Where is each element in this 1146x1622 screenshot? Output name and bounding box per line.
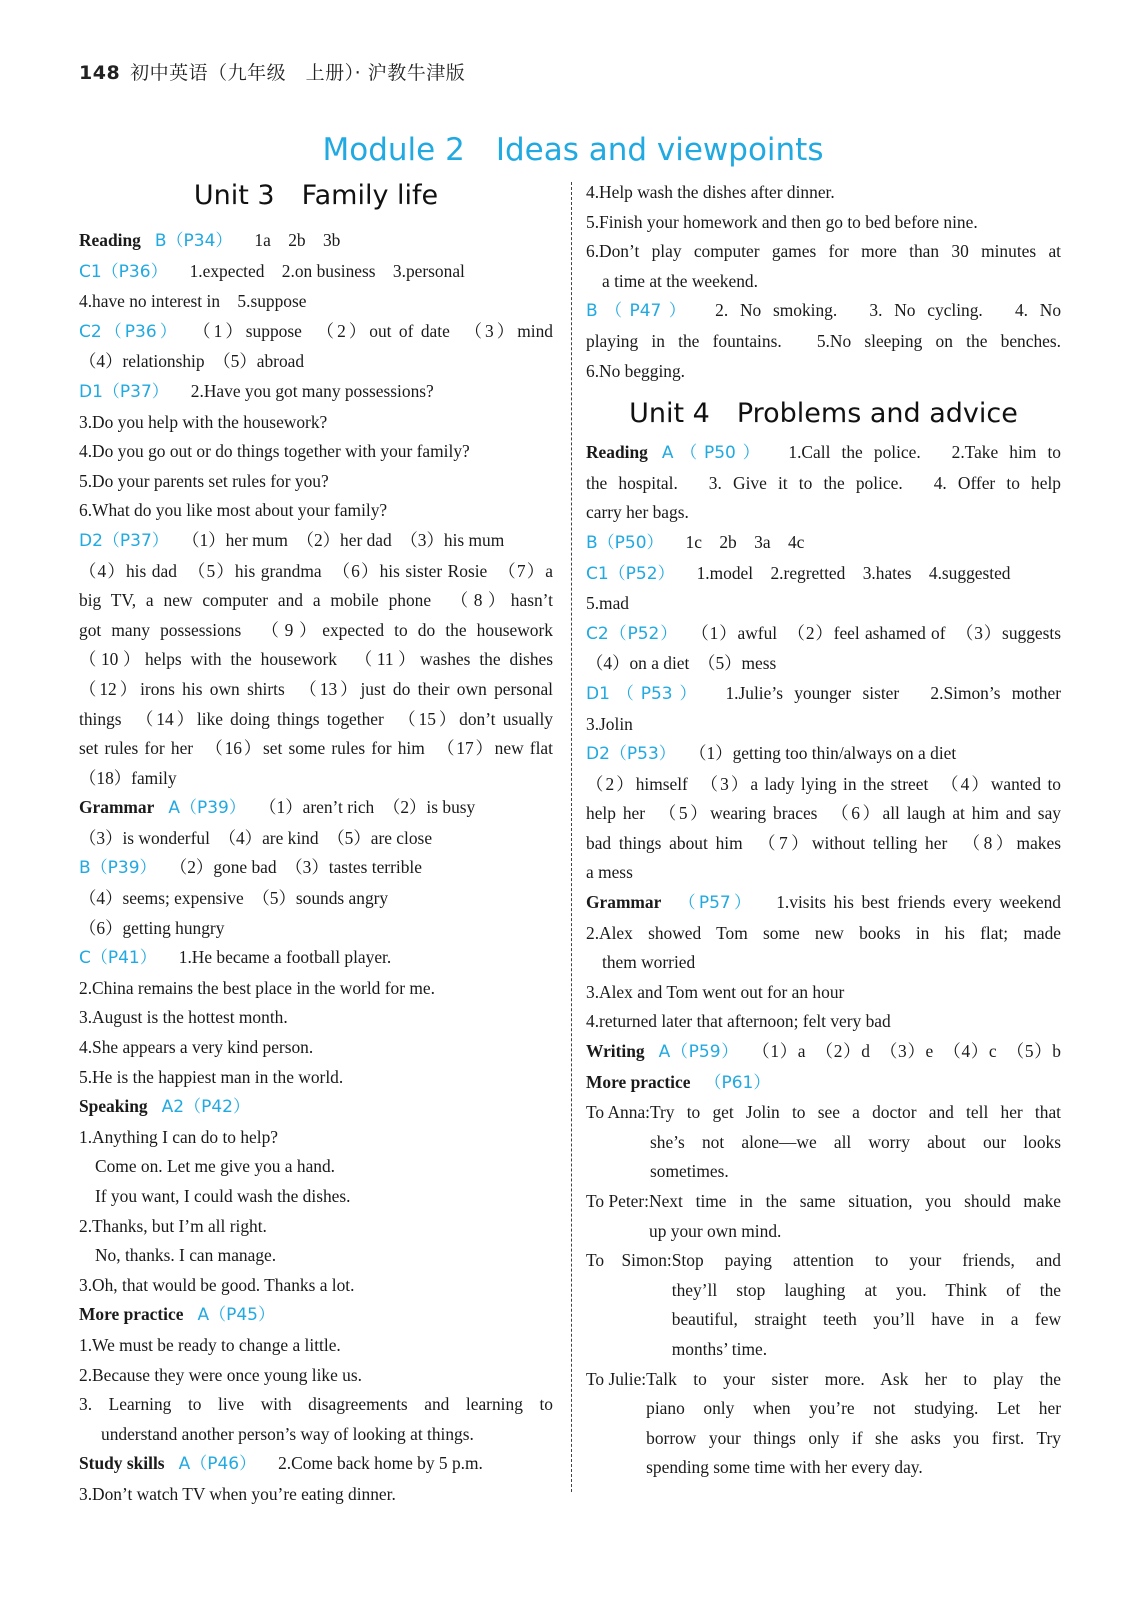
answer-text: 1.He became a football player.: [178, 947, 392, 968]
answer-line: [79, 557, 553, 587]
answer-text: Come on. Let me give you a hand.: [95, 1156, 336, 1177]
advice-line: piano only when you’re not studying. Let her: [646, 1398, 1061, 1419]
answer-line: [79, 793, 553, 824]
answer-line: [586, 267, 1061, 297]
answer-text: 2. No smoking. 3. No cycling. 4. No: [715, 300, 1062, 321]
answer-line: [79, 526, 553, 557]
exercise-ref: B（P50）: [586, 532, 664, 553]
module-title: Module 2 Ideas and viewpoints: [322, 132, 824, 168]
answer-text: （18）family: [79, 767, 177, 788]
answer-text: （4）relationship （5）abroad: [79, 351, 305, 372]
answer-text: help her （5）wearing braces （6）all laugh at him and say: [586, 803, 1061, 824]
exercise-ref: B（P34）: [154, 231, 233, 251]
unit-3-title: Unit 3 Family life: [193, 180, 439, 211]
advice-recipient: To Anna:: [586, 1102, 650, 1123]
answer-text: 1.We must be ready to change a little.: [79, 1334, 341, 1355]
answer-line: [79, 764, 553, 794]
advice-item: [586, 1365, 1061, 1483]
answer-text: 3.Don’t watch TV when you’re eating dinner.: [79, 1483, 396, 1504]
answer-text: the hospital. 3. Give it to the police. 4. Offer to help: [586, 472, 1061, 493]
answer-text: 1.visits his best friends every weekend: [776, 892, 1062, 913]
answer-line: [79, 824, 553, 854]
answer-text: （1）suppose （2）out of date （3）mind: [201, 320, 554, 341]
exercise-ref: C2（P36）: [79, 321, 180, 342]
answer-line: [79, 1003, 553, 1033]
answer-line: [586, 208, 1061, 238]
answer-text: 4.have no interest in 5.suppose: [79, 291, 307, 312]
answer-line: [79, 943, 553, 974]
answer-line: [79, 1033, 553, 1063]
advice-line: they’ll stop laughing at you. Think of the: [671, 1279, 1061, 1300]
answer-line: [79, 884, 553, 914]
answer-text: understand another person’s way of looking at things.: [101, 1423, 474, 1444]
answer-line: [586, 1037, 1061, 1068]
answer-text: 3.Alex and Tom went out for an hour: [586, 981, 845, 1002]
answer-text: 1c 2b 3a 4c: [685, 531, 805, 552]
right-answer-lines: [586, 438, 1061, 1098]
answer-text: big TV, a new computer and a mobile phone （8）hasn’t: [79, 590, 553, 611]
answer-line: [79, 616, 553, 646]
answer-line: [586, 469, 1061, 499]
answer-line: [586, 357, 1061, 387]
answer-line: [79, 734, 553, 764]
advice-line: Try to get Jolin to see a doctor and tell her that: [650, 1102, 1061, 1123]
exercise-ref: D1（P53）: [586, 683, 704, 704]
advice-item: [586, 1098, 1061, 1187]
exercise-ref: C1（P52）: [586, 563, 675, 584]
answer-line: [79, 1449, 553, 1480]
answer-line: [79, 1241, 553, 1271]
answer-text: playing in the fountains. 5.No sleeping on the benches.: [586, 330, 1061, 351]
answer-text: （1）aren’t rich （2）is busy: [267, 797, 476, 818]
answer-text: 4.Do you go out or do things together with your family?: [79, 441, 470, 462]
answer-line: [79, 1420, 553, 1450]
advice-line: spending some time with her every day.: [646, 1457, 923, 1478]
answer-text: 4.returned later that afternoon; felt very bad: [586, 1011, 891, 1032]
answer-line: [79, 347, 553, 377]
answer-text: 3.Do you help with the housework?: [79, 411, 328, 432]
exercise-ref: C（P41）: [79, 948, 157, 969]
answer-line: [586, 237, 1061, 267]
answer-text: 5.mad: [586, 593, 629, 614]
answer-line: [586, 498, 1061, 528]
answer-text: bad things about him （7）without telling her （8）makes: [586, 832, 1061, 853]
answer-line: [79, 1331, 553, 1361]
answer-text: （1）awful （2）feel ashamed of （3）suggests: [700, 622, 1061, 643]
answer-text: 2.China remains the best place in the world for me.: [79, 977, 435, 998]
right-top-answer-lines: [586, 178, 1061, 386]
column-divider: [571, 182, 572, 1492]
answer-line: [586, 679, 1061, 710]
answer-text: No, thanks. I can manage.: [95, 1245, 277, 1266]
answer-line: [79, 1063, 553, 1093]
answer-line: [79, 974, 553, 1004]
answer-text: If you want, I could wash the dishes.: [95, 1186, 351, 1206]
exercise-ref: A（P50）: [661, 443, 767, 464]
advice-item: [586, 1187, 1061, 1246]
answer-text: 4.Help wash the dishes after dinner.: [586, 182, 835, 202]
advice-line: she’s not alone—we all worry about our looks: [650, 1131, 1061, 1152]
answer-line: [79, 853, 553, 884]
answer-text: 6.Don’t play computer games for more than 30 minutes at: [586, 241, 1061, 262]
answer-text: 1.Call the police. 2.Take him to: [788, 442, 1061, 463]
answer-text: （4）on a diet （5）mess: [586, 653, 777, 674]
answer-text: 2.Alex showed Tom some new books in his flat; made: [586, 922, 1061, 943]
answer-line: [79, 1390, 553, 1420]
advice-line: months’ time.: [671, 1338, 768, 1359]
answer-text: set rules for her （16）set some rules for him （17）new flat: [79, 738, 553, 759]
answer-line: [79, 287, 553, 317]
answer-text: 1.model 2.regretted 3.hates 4.suggested: [696, 562, 1011, 583]
answer-text: （1）her mum （2）her dad （3）his mum: [190, 529, 505, 550]
answer-text: them worried: [602, 952, 696, 973]
exercise-ref: A（P59）: [658, 1042, 739, 1063]
section-label: More practice: [79, 1304, 184, 1325]
answer-text: 2.Thanks, but I’m all right.: [79, 1215, 267, 1236]
advice-line: up your own mind.: [649, 1220, 782, 1241]
answer-line: [79, 467, 553, 497]
answer-line: [586, 888, 1061, 919]
answer-line: [586, 948, 1061, 978]
answer-text: 5.Finish your homework and then go to bed before nine.: [586, 211, 978, 232]
book-title: 初中英语（九年级 上册）· 沪教牛津版: [130, 62, 466, 84]
exercise-ref: B（P39）: [79, 858, 157, 879]
answer-text: a mess: [586, 862, 633, 883]
answer-line: [586, 296, 1061, 327]
answer-text: （2）gone bad （3）tastes terrible: [178, 857, 422, 878]
exercise-ref: A（P45）: [197, 1305, 275, 1326]
section-label: Reading: [79, 230, 141, 250]
answer-text: carry her bags.: [586, 502, 689, 523]
advice-block: [586, 1098, 1061, 1483]
advice-recipient: To Simon:: [586, 1250, 672, 1271]
answer-text: （10）helps with the housework （11）washes the dishes: [79, 649, 553, 670]
answer-line: [79, 645, 553, 675]
advice-item: [586, 1246, 1061, 1364]
section-label: Writing: [586, 1041, 645, 1062]
answer-line: [79, 1092, 553, 1123]
answer-text: 5.Do your parents set rules for you?: [79, 470, 329, 491]
answer-line: [586, 1068, 1061, 1099]
exercise-ref: A2（P42）: [161, 1097, 250, 1118]
answer-line: [586, 438, 1061, 469]
answer-line: [79, 257, 553, 288]
answer-text: （6）getting hungry: [79, 917, 225, 938]
answer-text: 2.Come back home by 5 p.m.: [278, 1453, 483, 1474]
answer-text: 1.expected 2.on business 3.personal: [189, 260, 465, 281]
answer-line: [79, 226, 553, 257]
answer-line: [586, 619, 1061, 650]
answer-line: [586, 559, 1061, 590]
answer-line: [586, 710, 1061, 740]
answer-line: [586, 858, 1061, 888]
answer-text: （4）seems; expensive （5）sounds angry: [79, 888, 389, 909]
section-label: Grammar: [586, 892, 662, 913]
answer-text: got many possessions （9）expected to do the housework: [79, 619, 553, 640]
answer-line: [586, 178, 1061, 208]
answer-line: [79, 1361, 553, 1391]
answer-text: a time at the weekend.: [602, 270, 758, 291]
answer-line: [79, 377, 553, 408]
answer-line: [79, 914, 553, 944]
advice-line: Talk to your sister more. Ask her to play the: [646, 1368, 1061, 1389]
answer-text: 3.Oh, that would be good. Thanks a lot.: [79, 1274, 355, 1295]
advice-recipient: To Julie:: [586, 1368, 647, 1389]
left-answer-lines: [79, 226, 553, 1510]
answer-line: [586, 799, 1061, 829]
page-header: [79, 58, 465, 85]
answer-text: 1a 2b 3b: [254, 230, 341, 250]
answer-line: [79, 1300, 553, 1331]
section-label: Speaking: [79, 1096, 148, 1117]
answer-line: [586, 739, 1061, 770]
answer-text: （2）himself （3）a lady lying in the street （4）wanted to: [586, 773, 1061, 794]
answer-line: [79, 1480, 553, 1510]
answer-line: [79, 1212, 553, 1242]
answer-line: [79, 408, 553, 438]
answer-line: [586, 1007, 1061, 1037]
answer-text: 3.August is the hottest month.: [79, 1007, 288, 1028]
page-number: 148: [79, 62, 121, 84]
exercise-ref: C1（P36）: [79, 261, 168, 282]
answer-text: 3.Jolin: [586, 713, 633, 734]
answer-line: [79, 496, 553, 526]
exercise-ref: （P61）: [704, 1072, 771, 1093]
answer-line: [586, 649, 1061, 679]
answer-line: [586, 589, 1061, 619]
answer-text: 5.He is the happiest man in the world.: [79, 1066, 344, 1087]
answer-line: [79, 1152, 553, 1182]
answer-line: [586, 978, 1061, 1008]
advice-recipient: To Peter:: [586, 1191, 650, 1211]
answer-text: 4.She appears a very kind person.: [79, 1037, 314, 1058]
answer-line: [79, 1123, 553, 1153]
section-label: Reading: [586, 442, 648, 463]
answer-text: 6.What do you like most about your family?: [79, 500, 388, 521]
answer-line: [586, 327, 1061, 357]
exercise-ref: A（P39）: [168, 798, 246, 819]
answer-line: [586, 829, 1061, 859]
exercise-ref: D2（P53）: [586, 744, 676, 765]
answer-text: 2.Because they were once young like us.: [79, 1364, 362, 1385]
advice-line: Next time in the same situation, you should make: [649, 1191, 1061, 1211]
answer-line: [79, 1182, 553, 1212]
exercise-ref: （P57）: [675, 893, 755, 914]
section-label: Study skills: [79, 1453, 165, 1474]
answer-text: things （14）like doing things together （15）don’t usually: [79, 708, 553, 729]
section-label: More practice: [586, 1071, 691, 1092]
answer-text: （1）getting too thin/always on a diet: [697, 743, 957, 764]
left-column: [79, 180, 554, 1510]
exercise-ref: B（P47）: [586, 301, 694, 322]
answer-line: [79, 317, 553, 348]
answer-text: 1.Anything I can do to help?: [79, 1126, 278, 1147]
answer-text: 6.No begging.: [586, 360, 686, 381]
advice-line: beautiful, straight teeth you’ll have in a few: [671, 1309, 1061, 1330]
answer-line: [586, 770, 1061, 800]
section-label: Grammar: [79, 797, 155, 818]
answer-text: 2.Have you got many possessions?: [190, 380, 434, 401]
exercise-ref: A（P46）: [178, 1454, 257, 1475]
answer-line: [586, 919, 1061, 949]
answer-line: [79, 437, 553, 467]
answer-text: 1.Julie’s younger sister 2.Simon’s mother: [725, 682, 1061, 703]
answer-text: （4）his dad （5）his grandma （6）his sister Rosie （7）a: [79, 560, 553, 581]
advice-line: borrow your things only if she asks you first. Try: [646, 1427, 1061, 1448]
answer-line: [79, 1271, 553, 1301]
answer-line: [79, 586, 553, 616]
answer-line: [79, 705, 553, 735]
advice-line: sometimes.: [650, 1161, 729, 1182]
exercise-ref: C2（P52）: [586, 623, 679, 644]
answer-text: （3）is wonderful （4）are kind （5）are close: [79, 827, 433, 848]
unit-4-title: Unit 4 Problems and advice: [629, 398, 1018, 430]
answer-line: [586, 528, 1061, 559]
answer-line: [79, 675, 553, 705]
exercise-ref: D2（P37）: [79, 530, 169, 551]
right-column: [586, 178, 1061, 1483]
exercise-ref: D1（P37）: [79, 381, 169, 402]
answer-text: （12）irons his own shirts （13）just do their own personal: [79, 678, 553, 699]
advice-line: Stop paying attention to your friends, and: [671, 1250, 1061, 1271]
answer-text: （1）a （2）d （3）e （4）c （5）b: [760, 1041, 1061, 1062]
answer-text: 3. Learning to live with disagreements and learning to: [79, 1394, 553, 1415]
